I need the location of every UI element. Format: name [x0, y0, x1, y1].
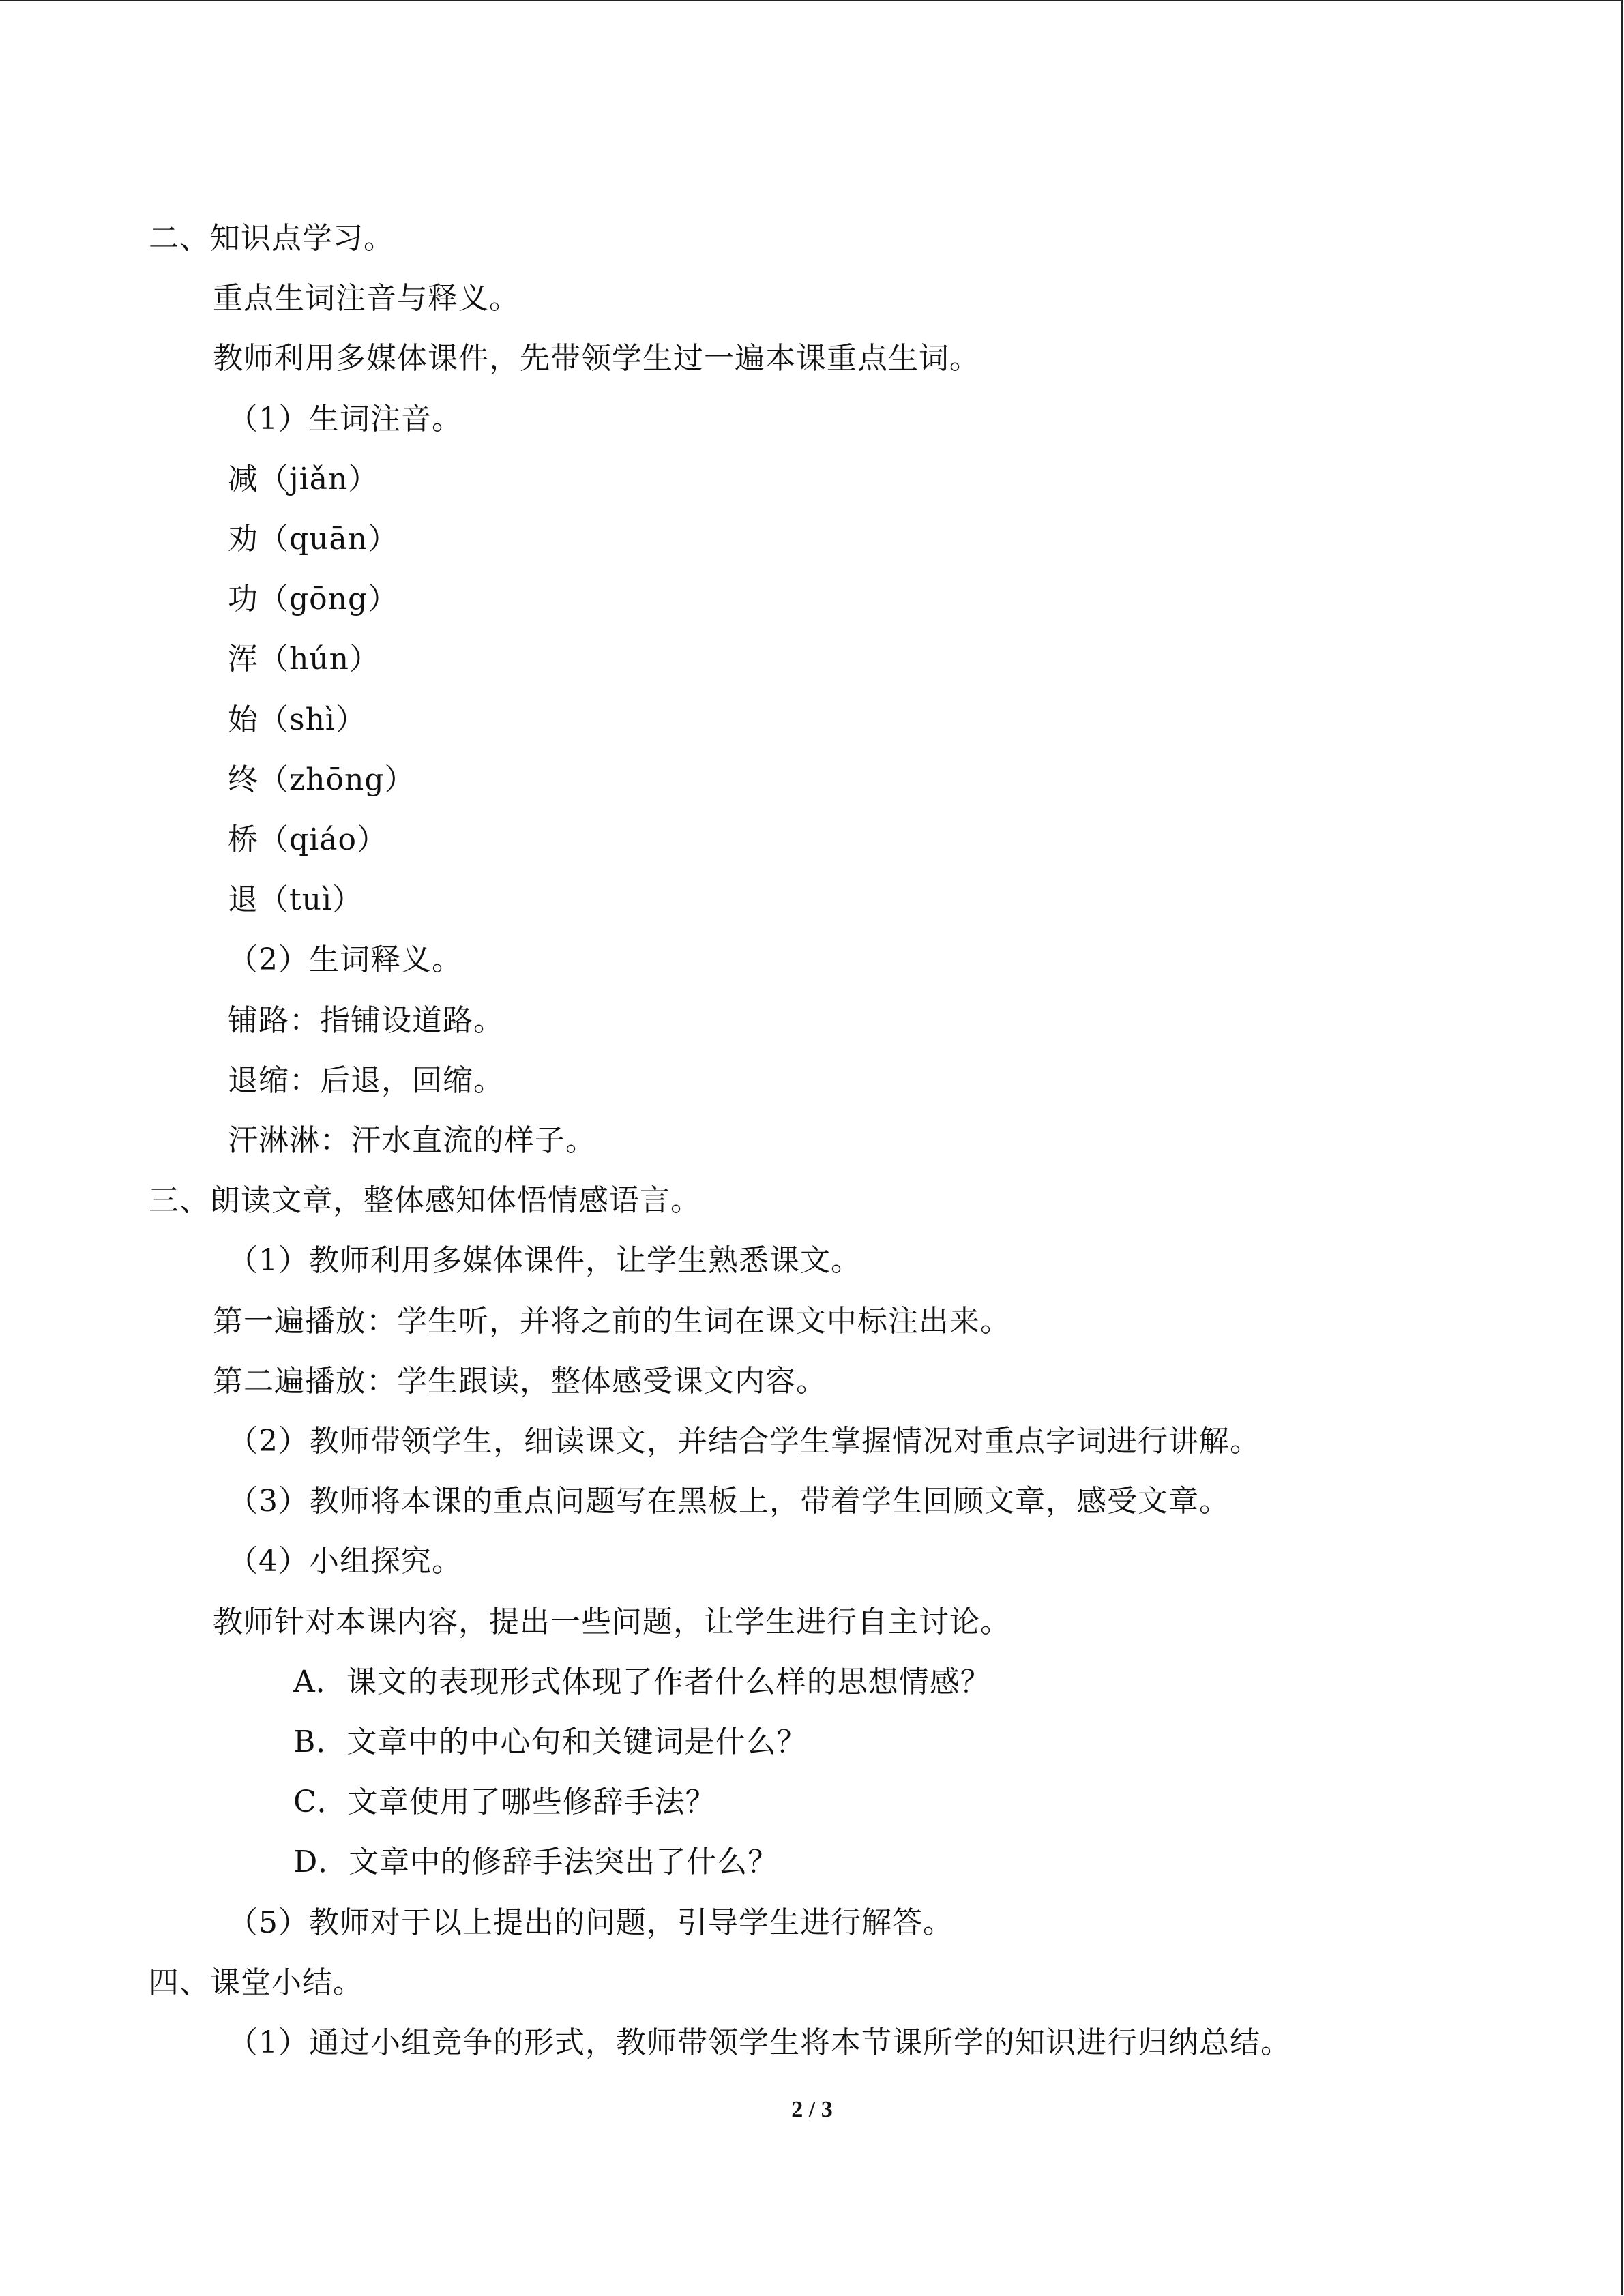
text-line: 终（zhōng）: [228, 762, 415, 797]
text-line: 汗淋淋：汗水直流的样子。: [228, 1123, 596, 1158]
text-line: 教师针对本课内容，提出一些问题，让学生进行自主讨论。: [213, 1605, 1011, 1639]
text-line: 功（gōng）: [228, 582, 399, 616]
text-line: （2）生词释义。: [228, 942, 462, 977]
text-line: 始（shì）: [228, 702, 366, 737]
text-line: D．文章中的修辞手法突出了什么？: [293, 1845, 779, 1879]
text-line: （2）教师带领学生，细读课文，并结合学生掌握情况对重点字词进行讲解。: [228, 1424, 1260, 1459]
text-line: 重点生词注音与释义。: [213, 281, 520, 316]
text-line: （5）教师对于以上提出的问题，引导学生进行解答。: [228, 1905, 954, 1940]
text-line: 第一遍播放：学生听，并将之前的生词在课文中标注出来。: [213, 1304, 1011, 1339]
text-line: 三、朗读文章，整体感知体悟情感语言。: [149, 1183, 701, 1218]
text-line: 桥（qiáo）: [228, 822, 387, 857]
text-line: 退（tuì）: [228, 882, 364, 917]
text-line: 浑（hún）: [228, 642, 381, 676]
text-line: C．文章使用了哪些修辞手法？: [293, 1785, 716, 1819]
text-line: 劝（quān）: [228, 522, 399, 556]
text-line: A．课文的表现形式体现了作者什么样的思想情感？: [293, 1665, 991, 1699]
text-line: 减（jiǎn）: [228, 462, 379, 496]
text-line: （3）教师将本课的重点问题写在黑板上，带着学生回顾文章，感受文章。: [228, 1484, 1230, 1519]
page-number: 2 / 3: [791, 2097, 833, 2122]
text-line: （1）通过小组竞争的形式，教师带领学生将本节课所学的知识进行归纳总结。: [228, 2025, 1291, 2060]
text-line: 退缩：后退，回缩。: [228, 1063, 504, 1098]
text-line: （1）教师利用多媒体课件，让学生熟悉课文。: [228, 1243, 861, 1278]
text-line: 四、课堂小结。: [149, 1965, 364, 2000]
text-line: B．文章中的中心句和关键词是什么？: [293, 1725, 808, 1759]
text-line: （1）生词注音。: [228, 402, 462, 436]
text-line: 第二遍播放：学生跟读，整体感受课文内容。: [213, 1364, 827, 1399]
text-line: （4）小组探究。: [228, 1544, 462, 1579]
text-line: 铺路：指铺设道路。: [228, 1003, 504, 1038]
text-line: 二、知识点学习。: [149, 221, 394, 256]
text-line: 教师利用多媒体课件，先带领学生过一遍本课重点生词。: [213, 341, 980, 376]
